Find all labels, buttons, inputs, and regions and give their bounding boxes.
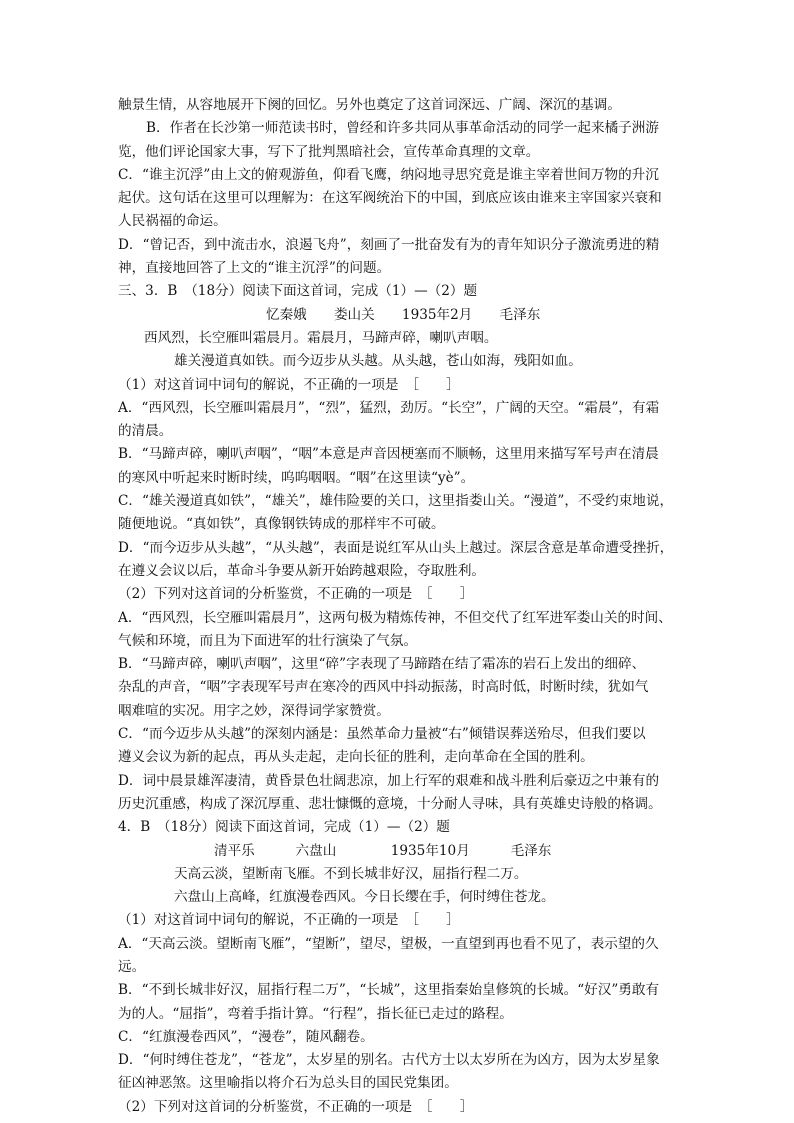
text-line: 远。	[118, 958, 146, 975]
text-line: 览，他们评论国家大事，写下了批判黑暗社会，宣传革命真理的文章。	[118, 143, 540, 160]
text-line: 神，直接地回答了上文的“谁主沉浮”的问题。	[118, 260, 391, 277]
option-c: C．“而今迈步从头越”的深刻内涵是：虽然革命力量被“右”倾错误葬送殆尽，但我们要以	[118, 726, 646, 743]
sub-question: （2）下列对这首词的分析鉴赏，不正确的一项是 ［ ］	[118, 586, 474, 603]
poem-title: 忆秦娥 娄山关 1935年2月 毛泽东	[266, 306, 541, 323]
option-b: B．“马蹄声碎，喇叭声咽”，“咽”本意是声音因梗塞而不顺畅，这里用来描写军号声在清晨	[118, 446, 659, 463]
option-d: D．“曾记否，到中流击水，浪遏飞舟”，刻画了一批奋发有为的青年知识分子激流勇进的精	[118, 236, 660, 253]
poem-line: 雄关漫道真如铁。而今迈步从头越。从头越，苍山如海，残阳如血。	[174, 353, 582, 370]
text-line: 咽难喧的实况。用字之妙，深得词学家赞赏。	[118, 702, 390, 719]
text-line: 在遵义会议以后，革命斗争要从新开始跨越艰险，夺取胜利。	[118, 562, 486, 579]
question-heading: 4．B （18分）阅读下面这首词，完成（1）—（2）题	[118, 819, 450, 836]
option-a: A．“天高云淡。望断南飞雁”，“望断”，望尽，望极，一直望到再也看不见了，表示望的久	[118, 935, 659, 952]
text-line: 的寒风中听起来时断时续，呜呜咽咽。“咽”在这里读“yè”。	[118, 469, 475, 486]
document-body	[118, 94, 678, 1119]
text-line: 触景生情，从容地展开下阕的回忆。另外也奠定了这首词深远、广阔、深沉的基调。	[118, 97, 621, 113]
sub-question: （1）对这首词中词句的解说，不正确的一项是 ［ ］	[118, 376, 460, 393]
text-line: 随便地说。“真如铁”，真像钢铁铸成的那样牢不可破。	[118, 516, 445, 533]
poem-line: 六盘山上高峰，红旗漫卷西风。今日长缨在手，何时缚住苍龙。	[174, 889, 555, 906]
option-c: C．“谁主沉浮”由上文的俯观游鱼，仰看飞鹰，纳闷地寻思究竟是谁主宰着世间万物的升沉	[118, 166, 659, 183]
text-line: 起伏。这句话在这里可以理解为：在这军阀统治下的中国，到底应该由谁来主宰国家兴衰和	[118, 190, 662, 207]
option-c: C．“红旗漫卷西风”，“漫卷”，随风翻卷。	[118, 1028, 374, 1045]
text-line: 气候和环境，而且为下面进军的壮行演染了气氛。	[118, 632, 418, 649]
option-d: D．词中晨景雄浑凄清，黄昏景色壮阔悲凉，加上行军的艰难和战斗胜利后豪迈之中兼有的	[118, 772, 660, 789]
text-line: 遵义会议为新的起点，再从头走起，走向长征的胜利，走向革命在全国的胜利。	[118, 749, 594, 766]
option-b: B．作者在长沙第一师范读书时，曾经和许多共同从事革命活动的同学一起来橘子洲游	[146, 120, 659, 137]
option-a: A．“西风烈，长空雁叫霜晨月”，“烈”，猛烈，劲厉。“长空”，广阔的天空。“霜晨”，有霜	[118, 399, 660, 416]
text-line: 为的人。“屈指”，弯着手指计算。“行程”，指长征已走过的路程。	[118, 1005, 513, 1022]
text-line: 历史沉重感，构成了深沉厚重、悲壮慷慨的意境，十分耐人寻味，具有英雄史诗般的格调。	[118, 795, 662, 812]
text-line: 人民祸福的命运。	[118, 213, 227, 230]
option-a: A．“西风烈，长空雁叫霜晨月”，这两句极为精炼传神，不但交代了红军进军娄山关的时间、	[118, 609, 672, 626]
text-line: 杂乱的声音，“咽”字表现军号声在寒冷的西风中抖动振荡，时高时低，时断时续，犹如气	[118, 679, 649, 696]
text-line: 的清晨。	[118, 423, 173, 440]
question-heading: 三、3．B （18分）阅读下面这首词，完成（1）—（2）题	[118, 283, 478, 300]
option-b: B．“马蹄声碎，喇叭声咽”，这里“碎”字表现了马蹄踏在结了霜冻的岩石上发出的细碎、	[118, 656, 646, 673]
option-b: B．“不到长城非好汉，屈指行程二万”，“长城”，这里指秦始皇修筑的长城。“好汉”勇敢有	[118, 982, 660, 999]
sub-question: （2）下列对这首词的分析鉴赏，不正确的一项是 ［ ］	[118, 1098, 474, 1115]
poem-line: 西风烈，长空雁叫霜晨月。霜晨月，马蹄声碎，喇叭声咽。	[144, 329, 498, 346]
poem-title: 清平乐 六盘山 1935年10月 毛泽东	[214, 842, 552, 859]
sub-question: （1）对这首词中词句的解说，不正确的一项是 ［ ］	[118, 912, 460, 929]
option-d: D．“而今迈步从头越”，“从头越”，表面是说红军从山头上越过。深层含意是革命遭受挫折，	[118, 539, 674, 556]
option-d: D．“何时缚住苍龙”，“苍龙”，太岁星的别名。古代方士以太岁所在为凶方，因为太岁星象	[118, 1052, 660, 1069]
text-line: 征凶神恶煞。这里喻指以将介石为总头目的国民党集团。	[118, 1075, 458, 1092]
option-c: C．“雄关漫道真如铁”，“雄关”，雄伟险要的关口，这里指娄山关。“漫道”，不受约束地说，	[118, 493, 674, 510]
poem-line: 天高云淡，望断南飞雁。不到长城非好汉，屈指行程二万。	[174, 865, 528, 882]
